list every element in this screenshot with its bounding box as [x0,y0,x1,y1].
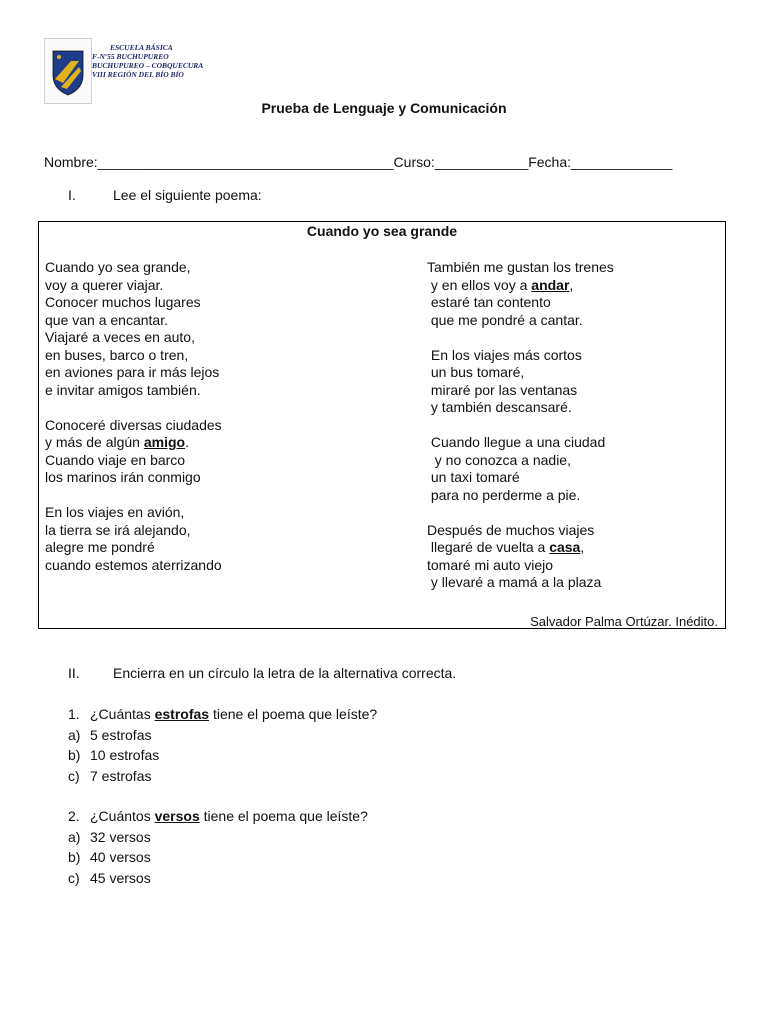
poem-verse: e invitar amigos también. [45,381,201,398]
poem-verse: y no conozca a nadie, [427,451,571,468]
poem-verse: miraré por las ventanas [427,381,578,398]
poem-verse: cuando estemos aterrizando [45,556,222,573]
poem-verse: y más de algún amigo. [45,434,189,450]
poem-title: Cuando yo sea grande [306,223,458,239]
poem-verse: la tierra se irá alejando, [45,521,191,538]
poem-verse: un taxi tomaré [427,469,520,485]
poem-verse: voy a querer viajar. [45,276,164,293]
option-text: 7 estrofas [90,767,152,784]
poem-verse: Conoceré diversas ciudades [45,416,222,433]
poem-verse: Cuando yo sea grande, [45,259,191,275]
option-letter[interactable]: c) [68,869,80,886]
poem-stanza [427,434,614,504]
question-text-pre: ¿Cuántas [90,706,155,722]
option-letter[interactable]: a) [68,726,81,743]
option-letter[interactable]: b) [68,747,81,763]
poem-verse: para no perderme a pie. [427,486,581,503]
poem-verse: que van a encantar. [45,311,168,328]
poem-stanza [45,504,222,574]
poem-verse: que me pondré a cantar. [427,311,583,328]
school-crest-logo [44,38,92,104]
question-text-post: tiene el poema que leíste? [199,808,368,824]
question-text-pre: ¿Cuántos [90,808,155,824]
poem-keyword: casa [549,539,581,555]
school-line: ESCUELA BÁSICA [110,43,173,52]
poem-box [38,221,726,629]
question-keyword: versos [154,808,200,824]
option-text: 32 versos [90,828,151,845]
school-line: VIII REGIÓN DEL BÍO BÍO [92,70,184,79]
poem-verse: Conocer muchos lugares [45,294,201,310]
poem-stanza [45,259,222,399]
poem-keyword: amigo [143,434,186,450]
section-number: II. [68,665,80,681]
poem-verse: y llevaré a mamá a la plaza [427,574,602,590]
poem-verse: Después de muchos viajes [427,521,595,538]
poem-verse: en aviones para ir más lejos [45,364,220,380]
poem-stanza [427,347,614,417]
poem-verse: En los viajes en avión, [45,504,185,520]
poem-verse: En los viajes más cortos [427,346,582,363]
poem-verse: Cuando llegue a una ciudad [427,434,606,450]
poem-verse: un bus tomaré, [427,364,525,380]
school-line: BUCHUPUREO – COBQUECURA [92,61,204,70]
section-text: Lee el siguiente poema: [113,187,262,203]
poem-verse: estaré tan contento [427,294,551,310]
poem-left-column [45,259,222,592]
poem-stanza [45,417,222,487]
school-line: F-Nº55 BUCHUPUREO [92,52,169,61]
poem-right-column [427,259,614,609]
option-text: 45 versos [90,869,151,886]
poem-verse: alegre me pondré [45,539,155,555]
option-text: 10 estrofas [90,747,160,763]
option-letter[interactable]: c) [68,767,80,784]
option-text: 5 estrofas [90,726,152,743]
poem-verse: y en ellos voy a andar, [427,276,574,293]
school-name-block [92,43,203,79]
option-letter[interactable]: b) [68,849,81,865]
page-title: Prueba de Lenguaje y Comunicación [261,100,507,116]
question-text-post: tiene el poema que leíste? [209,706,378,722]
option-text: 40 versos [90,849,151,865]
poem-verse: los marinos irán conmigo [45,469,201,485]
question-number: 1. [68,706,80,722]
option-letter[interactable]: a) [68,828,81,845]
poem-verse: en buses, barco o tren, [45,346,189,363]
poem-author: Salvador Palma Ortúzar. Inédito. [530,614,718,629]
poem-verse: tomaré mi auto viejo [427,556,554,573]
poem-stanza [427,259,614,329]
question-keyword: estrofas [154,706,210,722]
student-info-line: Nombre:______________________________________Curso:____________Fecha:_____________ [44,154,673,170]
question-number: 2. [68,808,80,824]
poem-verse: Cuando viaje en barco [45,451,186,468]
poem-verse: También me gustan los trenes [427,259,614,275]
poem-keyword: andar [531,276,570,293]
poem-verse: Viajaré a veces en auto, [45,329,195,345]
poem-verse: y también descansaré. [427,399,572,415]
section-number: I. [68,187,76,203]
poem-stanza [427,522,614,592]
section-text: Encierra en un círculo la letra de la alternativa correcta. [113,665,457,681]
poem-verse: llegaré de vuelta a casa, [427,539,585,555]
